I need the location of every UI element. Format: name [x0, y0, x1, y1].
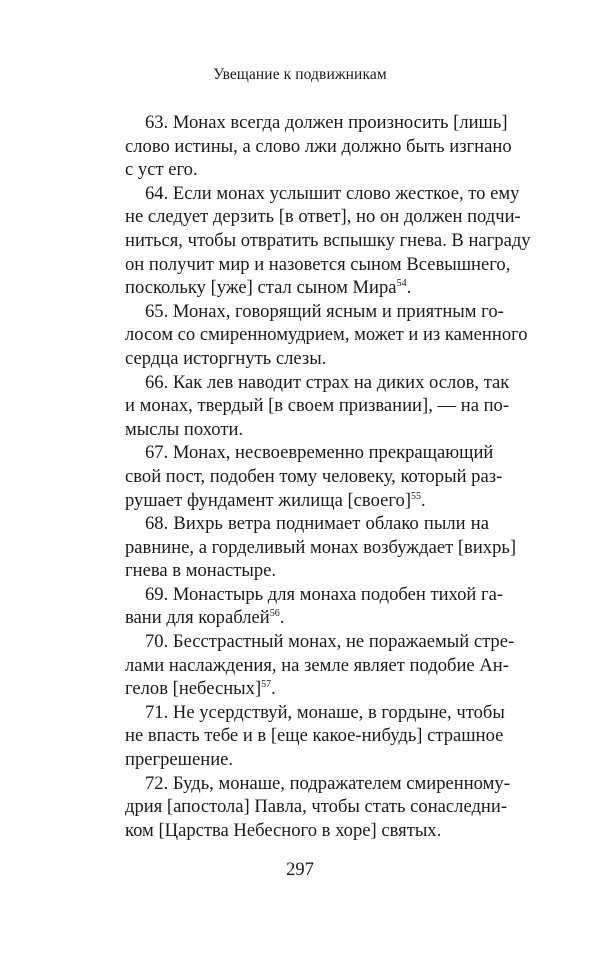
line-text: прегрешение.: [125, 749, 234, 771]
text-line: [125, 418, 489, 442]
paragraph: [125, 111, 512, 182]
line-text: ниться, чтобы отвратить вспышку гнева. В награду: [125, 229, 531, 251]
paragraph: [125, 772, 510, 843]
text-line: вани для кораблей$^{56}$.: [125, 607, 285, 629]
line-text: поскольку [уже] стал сыном Мира: [125, 277, 397, 299]
text-line: [125, 536, 517, 560]
line-text: 64. Если монах услышит слово жесткое, то ему: [145, 182, 520, 204]
text-line: [125, 229, 531, 253]
line-text: 71. Не усердствуй, монаше, в гордыне, чтобы: [145, 701, 505, 723]
paragraph: [125, 630, 515, 701]
line-text: лами наслаждения, на земле являет подобие Ан-: [125, 654, 509, 676]
paragraph: [125, 512, 517, 583]
line-text: свой пост, подобен тому человеку, который раз-: [125, 465, 503, 487]
line-text: и монах, твердый [в своем призвании], — на по-: [125, 395, 510, 417]
text-line: [125, 394, 510, 418]
text-line: [125, 323, 528, 347]
footnote-marker: 57: [261, 679, 272, 691]
text-line: [125, 371, 510, 395]
line-text: мыслы похоти.: [125, 418, 244, 440]
text-line: [125, 701, 505, 725]
text-line: [125, 205, 521, 229]
text-line: [125, 182, 520, 206]
body-text: [125, 111, 531, 842]
text-line: [125, 512, 489, 536]
text-line: гелов [небесных]$^{57}$.: [125, 678, 276, 700]
line-text: слово истины, а слово лжи должно быть изгнано: [125, 135, 512, 157]
running-head: Увещание к подвижникам: [213, 66, 387, 83]
line-text: равнине, а горделивый монах возбуждает [вихрь]: [125, 536, 517, 558]
line-text: 67. Монах, несвоевременно прекращающий: [145, 442, 494, 464]
paragraph: [125, 300, 528, 371]
line-text: вани для кораблей: [125, 607, 270, 629]
text-line: [125, 772, 510, 796]
text-line: [125, 300, 504, 324]
line-text: гнева в монастыре.: [125, 560, 277, 582]
text-line: [125, 630, 515, 654]
line-text: 68. Вихрь ветра поднимает облако пыли на: [145, 513, 489, 535]
line-text: не впасть тебе и в [еще какое-нибудь] страшное: [125, 725, 504, 747]
paragraph: [125, 441, 503, 512]
text-line: [125, 819, 489, 843]
text-line: [125, 441, 494, 465]
line-text: 72. Будь, монаше, подражателем смиренному-: [145, 772, 510, 794]
text-line: [125, 158, 489, 182]
line-text: 66. Как лев наводит страх на диких ослов, так: [145, 371, 510, 393]
footnote-marker: 56: [269, 608, 280, 620]
text-line: [125, 724, 504, 748]
line-text: он получит мир и назовется сыном Всевышнего,: [125, 253, 511, 275]
text-line: [125, 465, 503, 489]
text-line: рушает фундамент жилища [своего]$^{55}$.: [125, 489, 426, 511]
line-text: 69. Монастырь для монаха подобен тихой га-: [145, 583, 504, 605]
line-text: сердца исторгнуть слезы.: [125, 347, 327, 369]
paragraph: [125, 182, 531, 300]
line-text: 65. Монах, говорящий ясным и приятным го-: [145, 300, 504, 322]
text-line: [125, 583, 504, 607]
line-text: лосом со смиренномудрием, может и из каменного: [125, 324, 528, 346]
line-text: дрия [апостола] Павла, чтобы стать сонаследни-: [125, 796, 508, 818]
line-text: ком [Царства Небесного в хоре] святых.: [125, 819, 442, 841]
footnote-marker: 54: [396, 278, 407, 290]
footnote-marker: 55: [411, 490, 422, 502]
line-text: гелов [небесных]: [125, 678, 262, 700]
text-line: [125, 135, 512, 159]
text-line: [125, 347, 489, 371]
text-line: поскольку [уже] стал сыном Мира$^{54}$.: [125, 277, 412, 299]
line-text: 70. Бесстрастный монах, не поражаемый стре-: [145, 631, 515, 653]
line-text: не следует дерзить [в ответ], но он должен подчи-: [125, 206, 521, 228]
text-line: [125, 559, 489, 583]
page-number: 297: [286, 860, 314, 880]
text-line: [125, 654, 509, 678]
line-text: с уст его.: [125, 159, 198, 181]
paragraph: [125, 701, 505, 772]
text-line: [125, 253, 511, 277]
text-line: [125, 111, 508, 135]
line-text: рушает фундамент жилища [своего]: [125, 489, 412, 511]
paragraph: [125, 583, 504, 630]
text-line: [125, 795, 508, 819]
line-text: 63. Монах всегда должен произносить [лишь]: [145, 112, 508, 133]
paragraph: [125, 371, 510, 442]
text-line: [125, 748, 489, 772]
